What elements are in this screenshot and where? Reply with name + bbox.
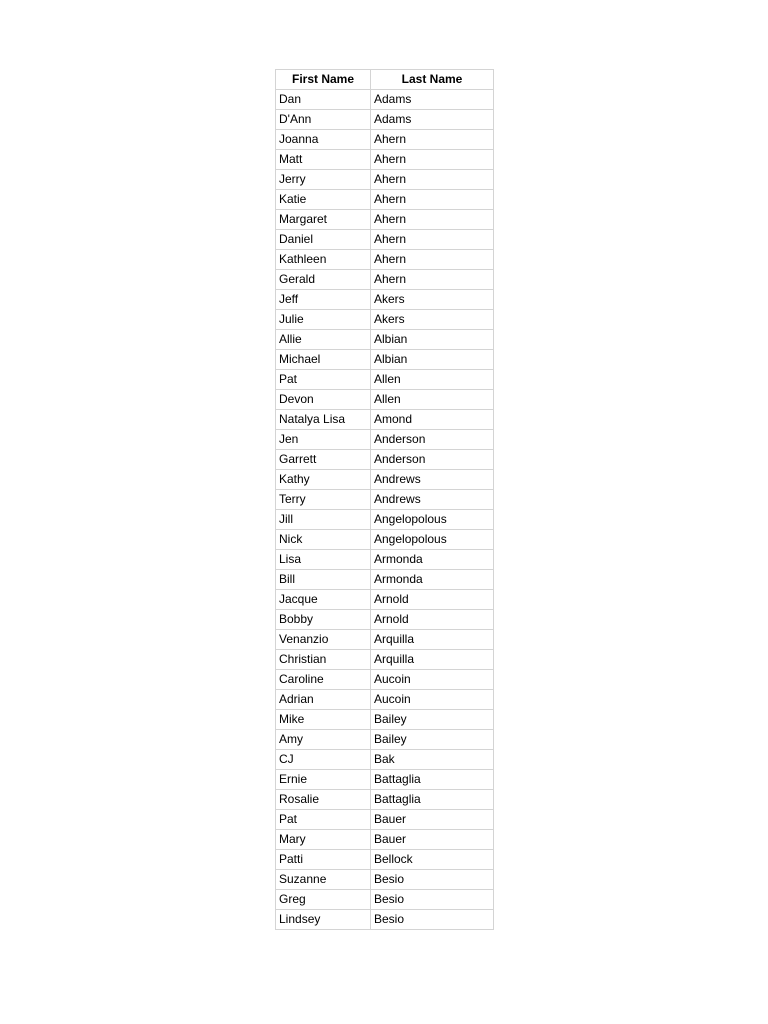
first-name-cell: Jacque bbox=[276, 590, 371, 610]
table-row bbox=[276, 430, 494, 450]
last-name-cell: Ahern bbox=[371, 130, 494, 150]
last-name-cell: Ahern bbox=[371, 230, 494, 250]
last-name-cell: Bauer bbox=[371, 810, 494, 830]
last-name-cell: Angelopolous bbox=[371, 530, 494, 550]
last-name-cell: Adams bbox=[371, 90, 494, 110]
first-name-cell: Pat bbox=[276, 370, 371, 390]
last-name-cell: Battaglia bbox=[371, 770, 494, 790]
last-name-cell: Amond bbox=[371, 410, 494, 430]
table-row bbox=[276, 850, 494, 870]
first-name-cell: Kathleen bbox=[276, 250, 371, 270]
last-name-cell: Armonda bbox=[371, 570, 494, 590]
last-name-cell: Arquilla bbox=[371, 650, 494, 670]
last-name-cell: Ahern bbox=[371, 150, 494, 170]
first-name-cell: Mike bbox=[276, 710, 371, 730]
last-name-cell: Battaglia bbox=[371, 790, 494, 810]
table-row bbox=[276, 370, 494, 390]
first-name-cell: Kathy bbox=[276, 470, 371, 490]
last-name-cell: Andrews bbox=[371, 470, 494, 490]
last-name-cell: Besio bbox=[371, 890, 494, 910]
table-row bbox=[276, 510, 494, 530]
table-row bbox=[276, 450, 494, 470]
table-row bbox=[276, 350, 494, 370]
table-row bbox=[276, 790, 494, 810]
last-name-cell: Allen bbox=[371, 390, 494, 410]
first-name-cell: Gerald bbox=[276, 270, 371, 290]
first-name-cell: Christian bbox=[276, 650, 371, 670]
last-name-cell: Ahern bbox=[371, 250, 494, 270]
first-name-cell: Nick bbox=[276, 530, 371, 550]
header-last-name: Last Name bbox=[371, 70, 494, 90]
table-row bbox=[276, 170, 494, 190]
table-row bbox=[276, 650, 494, 670]
first-name-cell: Pat bbox=[276, 810, 371, 830]
first-name-cell: Jen bbox=[276, 430, 371, 450]
last-name-cell: Akers bbox=[371, 310, 494, 330]
first-name-cell: Julie bbox=[276, 310, 371, 330]
last-name-cell: Ahern bbox=[371, 190, 494, 210]
last-name-cell: Ahern bbox=[371, 170, 494, 190]
table-row bbox=[276, 870, 494, 890]
first-name-cell: Dan bbox=[276, 90, 371, 110]
table-row bbox=[276, 570, 494, 590]
last-name-cell: Anderson bbox=[371, 430, 494, 450]
first-name-cell: Ernie bbox=[276, 770, 371, 790]
first-name-cell: Terry bbox=[276, 490, 371, 510]
first-name-cell: Patti bbox=[276, 850, 371, 870]
table-row bbox=[276, 290, 494, 310]
first-name-cell: Bill bbox=[276, 570, 371, 590]
table-row bbox=[276, 90, 494, 110]
table-row bbox=[276, 910, 494, 930]
last-name-cell: Bailey bbox=[371, 730, 494, 750]
last-name-cell: Armonda bbox=[371, 550, 494, 570]
table-row bbox=[276, 750, 494, 770]
last-name-cell: Albian bbox=[371, 350, 494, 370]
table-row bbox=[276, 130, 494, 150]
table-row bbox=[276, 590, 494, 610]
header-row bbox=[276, 70, 494, 90]
table-row bbox=[276, 230, 494, 250]
last-name-cell: Arnold bbox=[371, 590, 494, 610]
first-name-cell: Matt bbox=[276, 150, 371, 170]
table-row bbox=[276, 470, 494, 490]
last-name-cell: Anderson bbox=[371, 450, 494, 470]
table-row bbox=[276, 390, 494, 410]
first-name-cell: Mary bbox=[276, 830, 371, 850]
table-row bbox=[276, 610, 494, 630]
first-name-cell: Caroline bbox=[276, 670, 371, 690]
table-row bbox=[276, 110, 494, 130]
first-name-cell: Adrian bbox=[276, 690, 371, 710]
first-name-cell: Lindsey bbox=[276, 910, 371, 930]
header-first-name: First Name bbox=[276, 70, 371, 90]
last-name-cell: Besio bbox=[371, 910, 494, 930]
first-name-cell: Bobby bbox=[276, 610, 371, 630]
last-name-cell: Aucoin bbox=[371, 690, 494, 710]
first-name-cell: Lisa bbox=[276, 550, 371, 570]
first-name-cell: Jeff bbox=[276, 290, 371, 310]
last-name-cell: Albian bbox=[371, 330, 494, 350]
first-name-cell: Suzanne bbox=[276, 870, 371, 890]
table-row bbox=[276, 550, 494, 570]
first-name-cell: Rosalie bbox=[276, 790, 371, 810]
table-row bbox=[276, 310, 494, 330]
last-name-cell: Allen bbox=[371, 370, 494, 390]
last-name-cell: Arnold bbox=[371, 610, 494, 630]
first-name-cell: Devon bbox=[276, 390, 371, 410]
table-row bbox=[276, 690, 494, 710]
first-name-cell: Natalya Lisa bbox=[276, 410, 371, 430]
names-table bbox=[275, 69, 494, 930]
last-name-cell: Ahern bbox=[371, 210, 494, 230]
first-name-cell: Joanna bbox=[276, 130, 371, 150]
first-name-cell: Daniel bbox=[276, 230, 371, 250]
table-row bbox=[276, 710, 494, 730]
last-name-cell: Arquilla bbox=[371, 630, 494, 650]
first-name-cell: D'Ann bbox=[276, 110, 371, 130]
first-name-cell: Michael bbox=[276, 350, 371, 370]
table-row bbox=[276, 490, 494, 510]
first-name-cell: Greg bbox=[276, 890, 371, 910]
last-name-cell: Besio bbox=[371, 870, 494, 890]
first-name-cell: Jill bbox=[276, 510, 371, 530]
table-body bbox=[276, 90, 494, 930]
first-name-cell: CJ bbox=[276, 750, 371, 770]
table-row bbox=[276, 250, 494, 270]
table-row bbox=[276, 890, 494, 910]
first-name-cell: Allie bbox=[276, 330, 371, 350]
last-name-cell: Ahern bbox=[371, 270, 494, 290]
last-name-cell: Bellock bbox=[371, 850, 494, 870]
first-name-cell: Garrett bbox=[276, 450, 371, 470]
table-row bbox=[276, 830, 494, 850]
last-name-cell: Bak bbox=[371, 750, 494, 770]
table-row bbox=[276, 530, 494, 550]
table-header bbox=[276, 70, 494, 90]
last-name-cell: Angelopolous bbox=[371, 510, 494, 530]
table-row bbox=[276, 770, 494, 790]
table-row bbox=[276, 410, 494, 430]
table-row bbox=[276, 150, 494, 170]
table-row bbox=[276, 270, 494, 290]
table-row bbox=[276, 330, 494, 350]
first-name-cell: Margaret bbox=[276, 210, 371, 230]
table-row bbox=[276, 630, 494, 650]
table-row bbox=[276, 810, 494, 830]
last-name-cell: Bauer bbox=[371, 830, 494, 850]
table-row bbox=[276, 190, 494, 210]
first-name-cell: Venanzio bbox=[276, 630, 371, 650]
first-name-cell: Katie bbox=[276, 190, 371, 210]
last-name-cell: Aucoin bbox=[371, 670, 494, 690]
last-name-cell: Andrews bbox=[371, 490, 494, 510]
last-name-cell: Adams bbox=[371, 110, 494, 130]
table-row bbox=[276, 210, 494, 230]
first-name-cell: Amy bbox=[276, 730, 371, 750]
last-name-cell: Bailey bbox=[371, 710, 494, 730]
first-name-cell: Jerry bbox=[276, 170, 371, 190]
last-name-cell: Akers bbox=[371, 290, 494, 310]
table-row bbox=[276, 730, 494, 750]
table-row bbox=[276, 670, 494, 690]
